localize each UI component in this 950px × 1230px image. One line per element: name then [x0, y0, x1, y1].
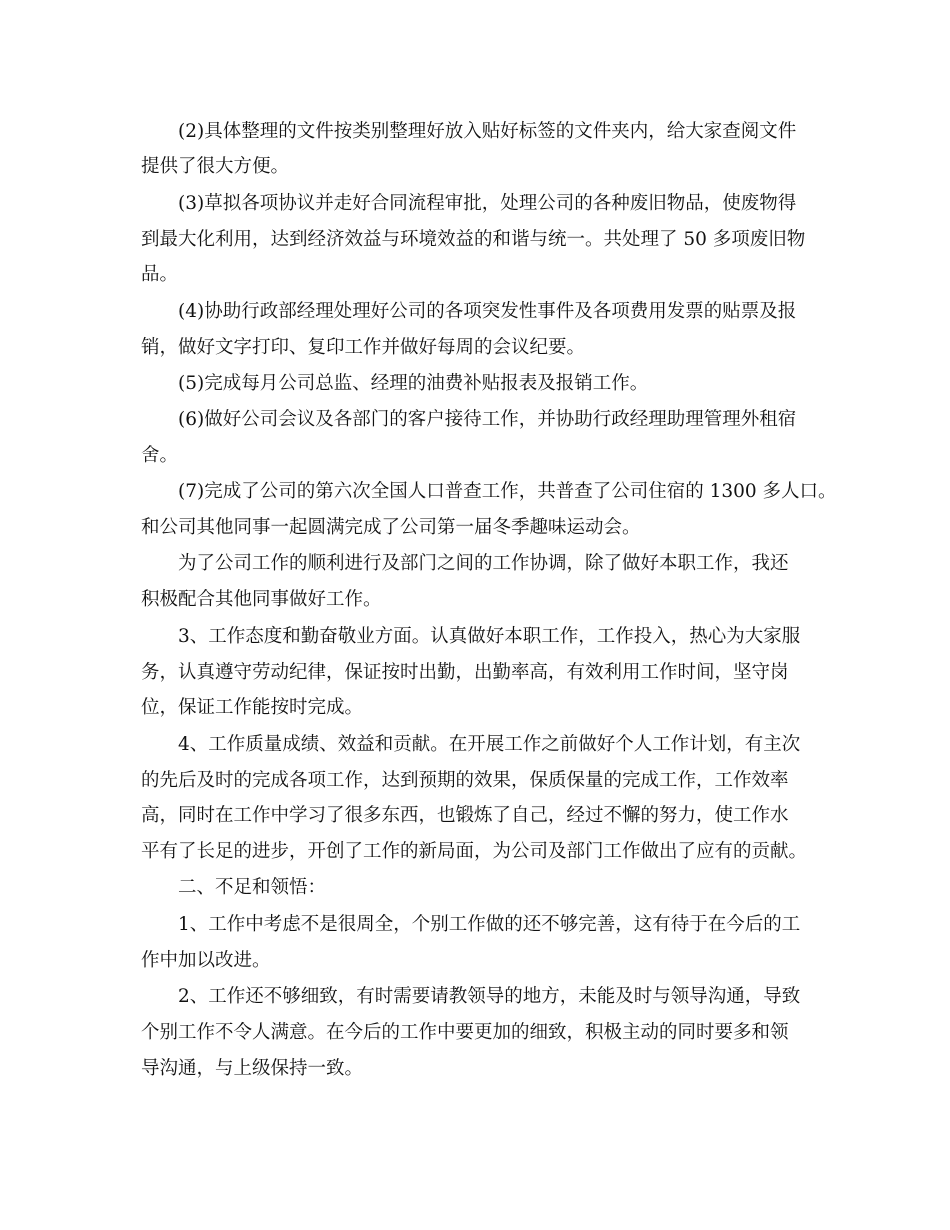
paragraph-line: 销，做好文字打印、复印工作并做好每周的会议纪要。: [141, 337, 586, 358]
paragraph-line: 高，同时在工作中学习了很多东西，也锻炼了自己，经过不懈的努力，使工作水: [141, 805, 789, 826]
paragraph-line: 3、工作态度和勤奋敬业方面。认真做好本职工作，工作投入，热心为大家服: [178, 626, 801, 647]
paragraph-line: (7)完成了公司的第六次全国人口普查工作，共普查了公司住宿的 1300 多人口。: [178, 481, 837, 502]
paragraph-line: 和公司其他同事一起圆满完成了公司第一届冬季趣味运动会。: [141, 517, 641, 538]
paragraph-line: 4、工作质量成绩、效益和贡献。在开展工作之前做好个人工作计划，有主次: [178, 734, 801, 755]
paragraph-line: 平有了长足的进步，开创了工作的新局面，为公司及部门工作做出了应有的贡献。: [141, 841, 808, 862]
paragraph-line: (6)做好公司会议及各部门的客户接待工作，并协助行政经理助理管理外租宿: [178, 409, 797, 430]
paragraph-line: (4)协助行政部经理处理好公司的各项突发性事件及各项费用发票的贴票及报: [178, 301, 797, 322]
paragraph-line: 为了公司工作的顺利进行及部门之间的工作协调，除了做好本职工作，我还: [178, 553, 789, 574]
paragraph-line: (5)完成每月公司总监、经理的油费补贴报表及报销工作。: [178, 373, 649, 394]
paragraph-line: 到最大化利用，达到经济效益与环境效益的和谐与统一。共处理了 50 多项废旧物: [141, 229, 806, 250]
paragraph-line: 作中加以改进。: [141, 950, 271, 971]
paragraph-line: 的先后及时的完成各项工作，达到预期的效果，保质保量的完成工作，工作效率: [141, 770, 789, 791]
paragraph-line: 提供了很大方便。: [141, 156, 290, 177]
paragraph-line: 导沟通，与上级保持一致。: [141, 1058, 364, 1079]
paragraph-line: (2)具体整理的文件按类别整理好放入贴好标签的文件夹内，给大家查阅文件: [178, 121, 797, 142]
paragraph-line: 品。: [141, 264, 179, 285]
paragraph-line: (3)草拟各项协议并走好合同流程审批，处理公司的各种废旧物品，使废物得: [178, 193, 797, 214]
section-heading: 二、不足和领悟：: [178, 877, 327, 898]
paragraph-line: 务，认真遵守劳动纪律，保证按时出勤，出勤率高，有效利用工作时间，坚守岗: [141, 662, 789, 683]
paragraph-line: 个别工作不令人满意。在今后的工作中要更加的细致，积极主动的同时要多和领: [141, 1022, 789, 1043]
paragraph-line: 2、工作还不够细致，有时需要请教领导的地方，未能及时与领导沟通，导致: [178, 986, 801, 1007]
paragraph-line: 位，保证工作能按时完成。: [141, 697, 364, 718]
paragraph-line: 舍。: [141, 445, 179, 466]
paragraph-line: 积极配合其他同事做好工作。: [141, 589, 382, 610]
paragraph-line: 1、工作中考虑不是很周全，个别工作做的还不够完善，这有待于在今后的工: [178, 914, 801, 935]
